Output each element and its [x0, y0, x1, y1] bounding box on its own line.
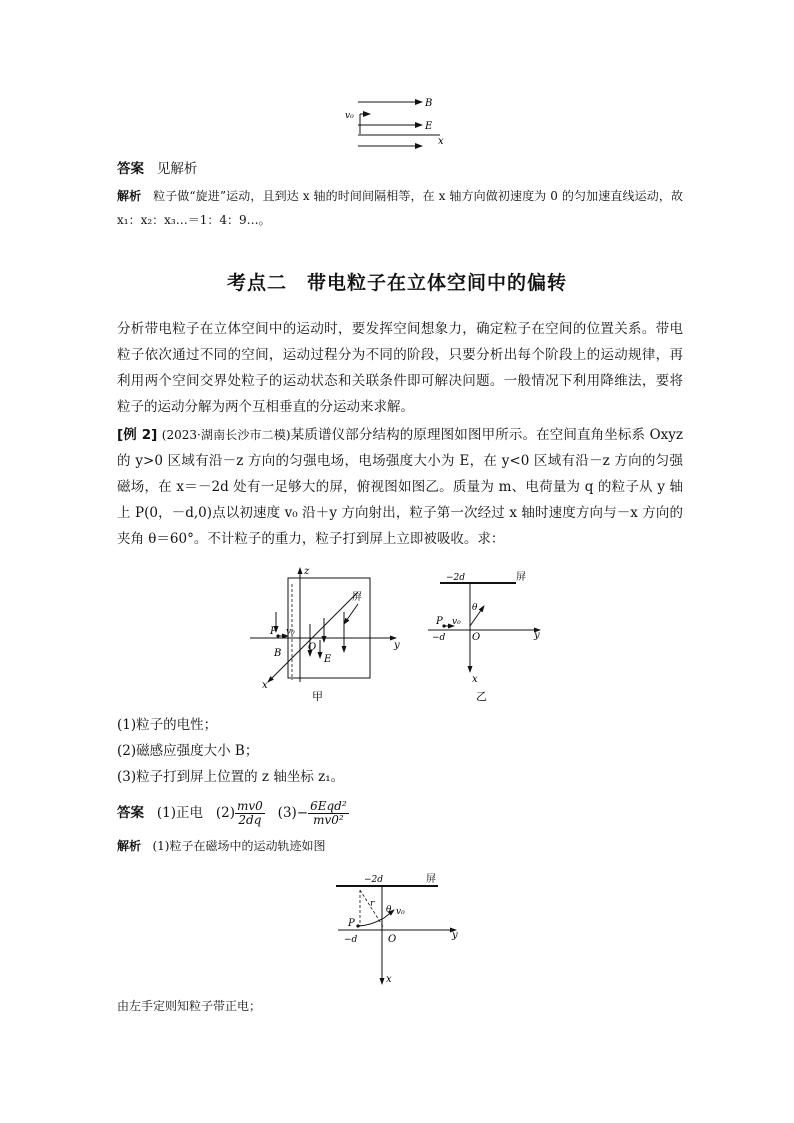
answer-part3-fraction: $\frac{\text{6Eqd²}}{\text{mv0²}}$ — [310, 799, 347, 827]
answer-part2-label: (2) — [215, 805, 235, 821]
label-v0: v₀ — [452, 617, 461, 627]
answer-text: 见解析 — [156, 161, 198, 177]
answer-1 — [117, 156, 197, 182]
caption-yi: 乙 — [476, 690, 487, 702]
analysis-tag: 解析 — [117, 189, 142, 203]
label-screen: 屏 — [426, 874, 436, 885]
label-screen: 屏 — [516, 572, 526, 583]
label-x: x — [438, 136, 444, 147]
label-O: O — [388, 934, 397, 945]
label-screen: 屏 — [352, 592, 362, 603]
label-O: O — [308, 642, 317, 653]
caption-jia: 甲 — [312, 690, 323, 703]
label-theta: θ — [386, 905, 392, 915]
label-E: E — [324, 654, 332, 665]
figure-yi — [424, 566, 552, 702]
label-P: P — [436, 616, 443, 627]
answer-part3-label: (3)− — [277, 805, 309, 821]
label-y: y — [452, 930, 458, 941]
label-theta: θ — [472, 603, 478, 613]
section-heading: 考点二 带电粒子在立体空间中的偏转 — [226, 272, 567, 294]
example-2 — [117, 422, 683, 552]
label-O: O — [472, 632, 481, 643]
conclusion: 由左手定则知粒子带正电； — [117, 999, 262, 1013]
label-minus-d: −d — [344, 935, 358, 945]
example-source: (2023·湖南长沙市二模) — [161, 428, 291, 442]
label-r: r — [370, 899, 375, 909]
example-text: 某质谱仪部分结构的原理图如图甲所示。在空间直角坐标系 Oxyz 的 y>0 区域有沿－z 方向的匀强电场，电场强度大小为 E，在 y<0 区域有沿－z 方向的匀强磁场，在 x＝－2d 处有一足够大的屏，俯视图如图乙。质量为 m、电荷量为 q 的粒子从 y 轴上 P(0，－d,0)点以初速度 v₀ 沿＋y 方向射出，粒子第一次经过 x 轴时速度方向与－x 方向的夹角 θ＝60°。不计粒子的重力，粒子打到屏上立即被吸收。求： — [117, 427, 684, 547]
label-B: B — [274, 648, 282, 659]
label-E: E — [425, 121, 433, 132]
question-3: (3)粒子打到屏上位置的 z 轴坐标 z₁。 — [117, 769, 345, 785]
analysis-text: (1)粒子在磁场中的运动轨迹如图 — [152, 839, 326, 853]
example-tag: [例 2] — [117, 427, 158, 443]
question-2: (2)磁感应强度大小 B； — [117, 743, 259, 759]
label-P: P — [270, 626, 277, 637]
analysis-tag: 解析 — [117, 839, 142, 853]
label-minus-2d: −2d — [364, 875, 384, 885]
answer-part1: (1)正电 — [156, 805, 203, 821]
top-field-figure — [340, 90, 450, 152]
intro-paragraph: 分析带电粒子在立体空间中的运动时，要发挥空间想象力，确定粒子在空间的位置关系。带电粒子依次通过不同的空间，运动过程分为不同的阶段，只要分析出每个阶段上的运动规律，再利用两个空间交界处粒子的运动状态和关联条件即可解决问题。一般情况下利用降维法，要将粒子的运动分解为两个互相垂直的分运动来求解。 — [117, 321, 683, 415]
label-minus-2d: −2d — [446, 573, 466, 583]
figure-track — [334, 868, 470, 988]
question-1: (1)粒子的电性； — [117, 717, 218, 733]
analysis-text: 粒子做“旋进”运动，且到达 x 轴的时间间隔相等，在 x 轴方向做初速度为 0 的匀加速直线运动，故 x₁：x₂：x₃…＝1：4：9…。 — [117, 189, 683, 227]
analysis-1 — [117, 184, 683, 232]
label-z: z — [304, 566, 310, 577]
label-B: B — [425, 98, 433, 109]
label-y: y — [394, 640, 400, 651]
label-v0: v₀ — [345, 111, 354, 121]
answer-tag: 答案 — [117, 161, 144, 177]
answer-2 — [117, 798, 349, 828]
label-y: y — [534, 630, 540, 641]
label-v0: v₀ — [396, 907, 405, 917]
label-x: x — [386, 974, 392, 985]
figure-jia — [248, 562, 408, 704]
label-v0: v₀ — [286, 627, 295, 637]
analysis-2 — [117, 834, 325, 858]
label-x: x — [472, 674, 478, 685]
label-minus-d: −d — [432, 633, 446, 643]
answer-part2-fraction: $\frac{mv0}{2dq}$ — [237, 799, 263, 827]
label-P: P — [348, 918, 355, 929]
label-x: x — [262, 680, 268, 691]
answer-tag: 答案 — [117, 805, 144, 821]
